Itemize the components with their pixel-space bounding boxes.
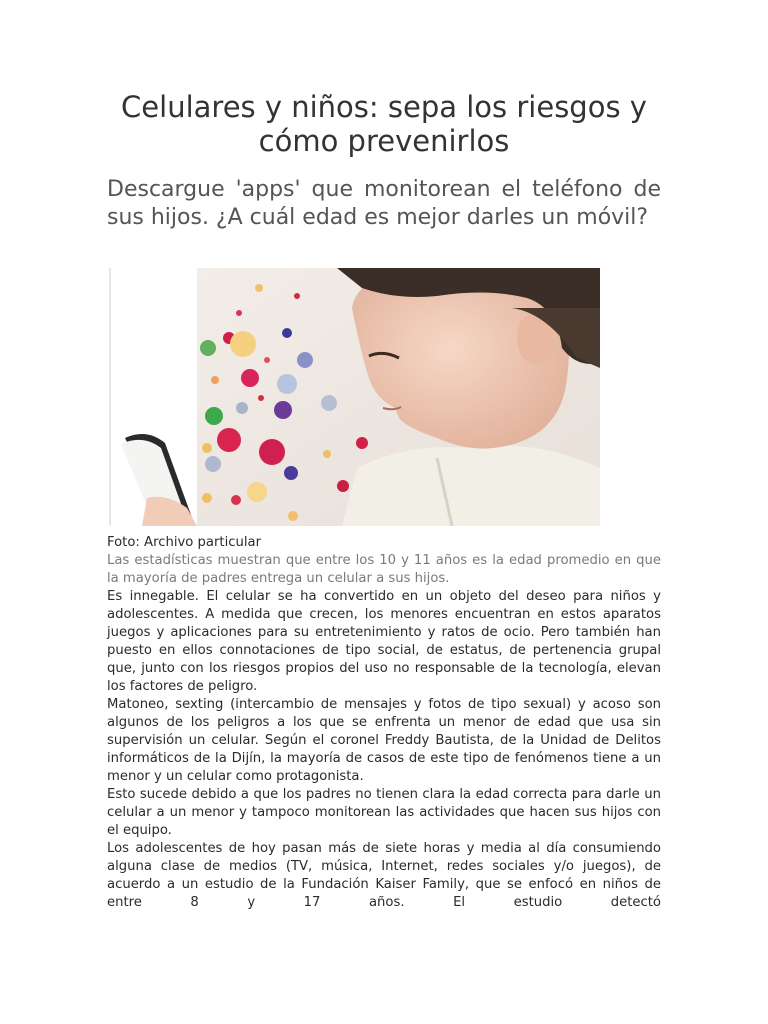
article-lead: Las estadísticas muestran que entre los 10 y 11 años es la edad promedio en que la mayoría de padres entrega un celular a sus hijos. — [107, 553, 661, 586]
paragraph: Es innegable. El celular se ha convertido en un objeto del deseo para niños y adolescentes. A medida que crecen, los menores encuentran en estos aparatos juegos y aplicaciones para su entretenimiento y ratos de ocio. Pero también han puesto en ellos connotaciones de tipo social, de estatus, de pertenencia grupal que, junto con los riesgos propios del uso no responsable de la tecnología, elevan los factores de peligro. — [107, 589, 661, 694]
article-photo — [107, 268, 600, 526]
article-body — [107, 534, 661, 912]
paragraph: Matoneo, sexting (intercambio de mensajes y fotos de tipo sexual) y acoso son algunos de los peligros a los que se enfrenta un menor de edad que usa sin supervisión un celular. Según el coronel Freddy Bautista, de la Unidad de Delitos informáticos de la Dijín, la mayoría de casos de este tipo de fenómenos tiene a un menor y un celular como protagonista. — [107, 697, 661, 784]
paragraph: Los adolescentes de hoy pasan más de siete horas y media al día consumiendo alguna clase de medios (TV, música, Internet, redes sociales y/o juegos), de acuerdo a un estudio de la Fundación Kaiser Family, que se enfocó en niños de entre 8 y 17 años. El estudio detectó — [107, 841, 661, 910]
article-title: Celulares y niños: sepa los riesgos y cómo prevenirlos — [121, 90, 647, 158]
photo-caption: Foto: Archivo particular — [107, 535, 262, 550]
paragraph: Esto sucede debido a que los padres no tienen clara la edad correcta para darle un celular a un menor y tampoco monitorean las actividades que hacen sus hijos con el equipo. — [107, 787, 661, 838]
article-subtitle: Descargue 'apps' que monitorean el teléfono de sus hijos. ¿A cuál edad es mejor darles un móvil? — [107, 177, 661, 230]
